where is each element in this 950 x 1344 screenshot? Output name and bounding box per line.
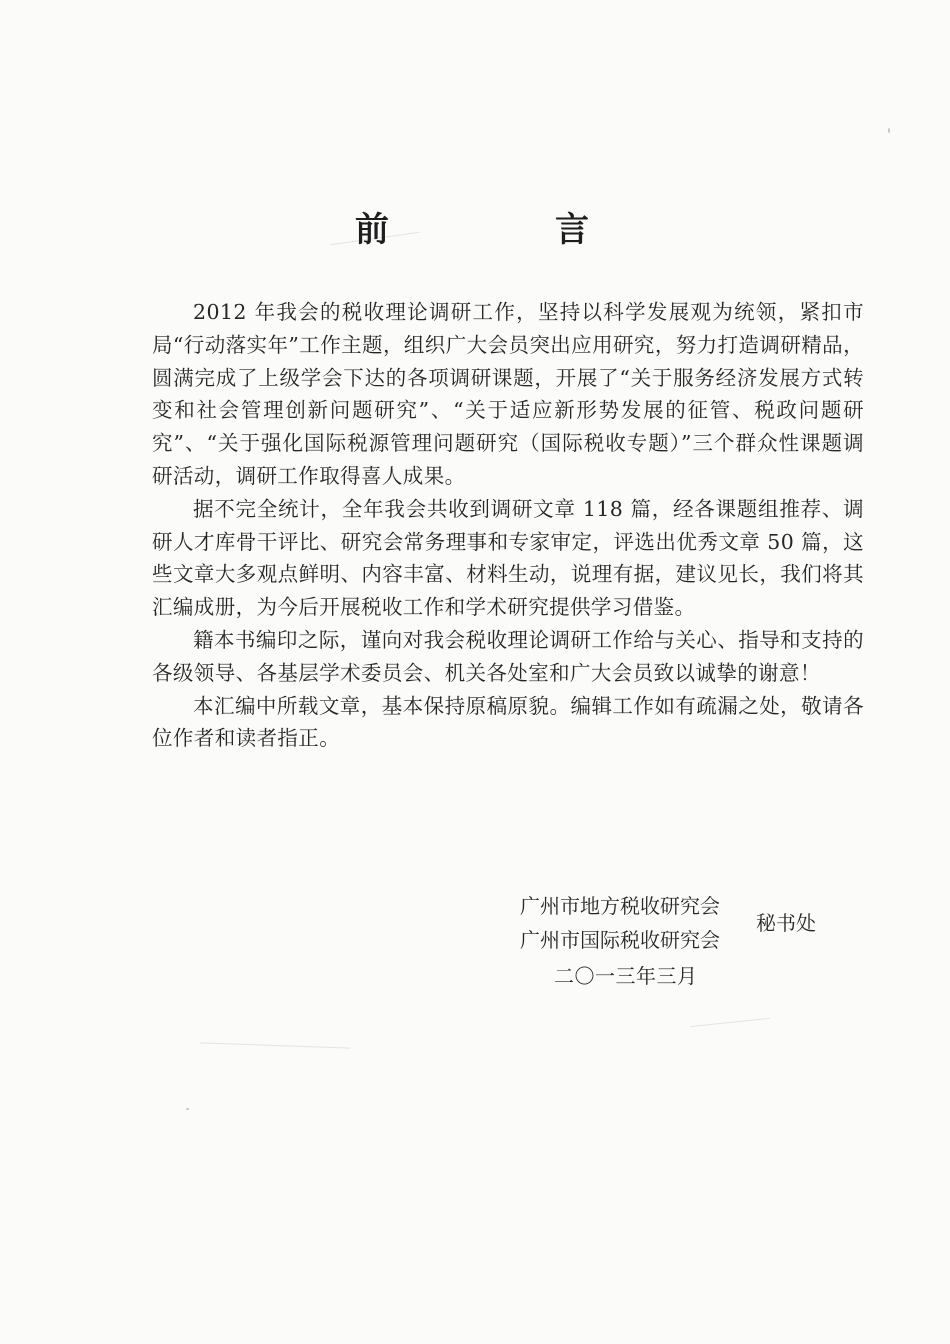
signature-office: 秘书处	[756, 911, 816, 935]
preface-body	[152, 296, 864, 755]
scan-speck	[186, 1108, 189, 1110]
paragraph-4: 本汇编中所载文章，基本保持原稿原貌。编辑工作如有疏漏之处，敬请各位作者和读者指正。	[152, 693, 864, 751]
scan-artifact	[200, 1042, 350, 1048]
scan-artifact	[690, 1018, 770, 1027]
signature-block	[520, 890, 850, 1000]
paragraph-2: 据不完全统计，全年我会共收到调研文章 118 篇，经各课题组推荐、调研人才库骨干评比、研究会常务理事和专家审定，评选出优秀文章 50 篇，这些文章大多观点鲜明、内容丰富、材料生动，说理有据，建议见长，我们将其汇编成册，为今后开展税收工作和学术研究提供学习借鉴。	[152, 496, 864, 620]
paragraph-1: 2012 年我会的税收理论调研工作，坚持以科学发展观为统领，紧扣市局“行动落实年”工作主题，组织广大会员突出应用研究，努力打造调研精品，圆满完成了上级学会下达的各项调研课题，开展了“关于服务经济发展方式转变和社会管理创新问题研究”、“关于适应新形势发展的征管、税政问题研究”、“关于强化国际税源管理问题研究（国际税收专题）”三个群众性课题调研活动，调研工作取得喜人成果。	[152, 300, 864, 488]
paragraph-3: 籍本书编印之际，谨向对我会税收理论调研工作给与关心、指导和支持的各级领导、各基层学术委员会、机关各处室和广大会员致以诚挚的谢意！	[152, 627, 864, 685]
page-title: 前 言	[355, 210, 655, 250]
signature-org-international-tax: 广州市国际税收研究会	[520, 928, 720, 952]
signature-date: 二〇一三年三月	[554, 964, 698, 988]
scan-speck	[888, 128, 890, 133]
signature-org-local-tax: 广州市地方税收研究会	[520, 894, 720, 918]
